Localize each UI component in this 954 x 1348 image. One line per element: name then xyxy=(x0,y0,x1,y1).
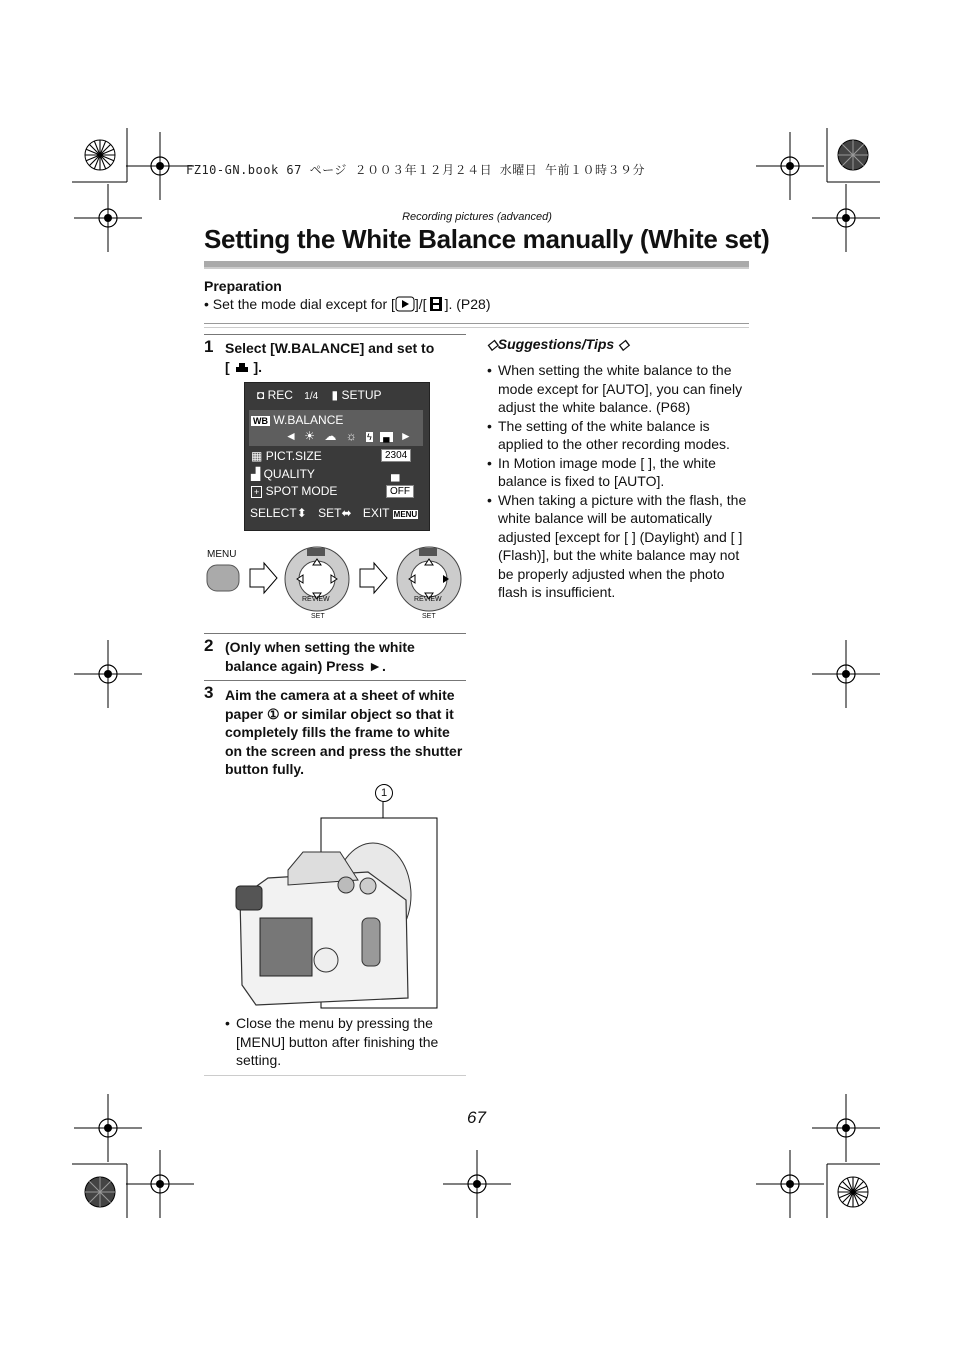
camera-body xyxy=(236,843,411,1005)
quality-icon: ▟ xyxy=(251,467,261,481)
white-set-selected-icon: ▄ xyxy=(380,432,392,442)
step-2-number: 2 xyxy=(204,636,214,655)
preparation-heading: Preparation xyxy=(204,278,282,294)
daylight-icon: ☀ xyxy=(304,429,315,443)
page-number: 67 xyxy=(467,1108,486,1127)
step-3-text: Aim the camera at a sheet of white paper ① or similar object so that it completely fills the frame to white on the screen and press the shutter button fully. xyxy=(225,687,463,777)
select-label: SELECT xyxy=(250,506,297,520)
section-divider-2 xyxy=(204,327,749,328)
tab-setup: SETUP xyxy=(341,388,382,402)
arrow-icon xyxy=(250,563,277,593)
lcd-menu-screen xyxy=(244,382,430,531)
lcd-quality-row xyxy=(251,467,315,481)
tips-heading: ◇Suggestions/Tips ◇ xyxy=(487,336,629,352)
tips-list xyxy=(487,361,752,602)
control-diagram xyxy=(204,535,466,625)
step-divider xyxy=(204,633,466,634)
pict-size-icon: ▦ xyxy=(251,449,263,463)
page-title: Setting the White Balance manually (White set) xyxy=(204,224,770,254)
tab-page: 1/4 xyxy=(304,391,319,402)
spot-mode-label: SPOT MODE xyxy=(265,484,338,498)
title-rule-shadow xyxy=(204,267,749,269)
step-divider xyxy=(204,680,466,681)
tip-item: • When setting the white balance to the mode except for [AUTO], you can finely adjust the white balance. (P68) xyxy=(487,361,752,417)
file-header: FZ10-GN.book 67 ページ ２００３年１２月２４日 水曜日 午前１０時３９分 xyxy=(186,163,646,177)
flash-wb-icon: ϟ xyxy=(367,432,372,442)
cloudy-icon: ☁ xyxy=(324,429,337,443)
pict-size-value: 2304 xyxy=(381,449,411,462)
menu-badge: MENU xyxy=(393,510,418,519)
bottom-divider xyxy=(204,1075,466,1076)
preparation-text-visible: • Set the mode dial except for [ ]/[ ]. (P28) xyxy=(204,296,491,312)
left-arrow-icon: ◄ xyxy=(285,429,297,443)
white-set-icon xyxy=(234,361,250,373)
lcd-footer xyxy=(250,506,418,520)
lcd-wb-label xyxy=(251,413,343,427)
callout-number-text: 1 xyxy=(380,787,388,799)
step-2-text: (Only when setting the white balance again) Press ►. xyxy=(225,639,415,674)
preparation-text xyxy=(204,296,490,312)
lcd-tabs xyxy=(257,388,382,402)
setup-icon: ▮ xyxy=(331,388,339,402)
running-head: Recording pictures (advanced) xyxy=(402,211,552,223)
wb-badge: WB xyxy=(253,416,268,426)
step-1-text xyxy=(225,339,465,376)
wb-options xyxy=(285,429,412,443)
right-arrow-icon: ► xyxy=(399,429,412,443)
left-right-icon: ⬌ xyxy=(341,506,352,520)
set-label: SET xyxy=(318,506,342,520)
step-3-number: 3 xyxy=(204,683,214,702)
camera-icon: ◘ xyxy=(257,388,265,402)
review-label-2: REVIEW xyxy=(414,596,442,603)
wb-label: W.BALANCE xyxy=(273,413,344,427)
up-down-icon: ⬍ xyxy=(296,506,307,520)
menu-button[interactable] xyxy=(207,565,239,591)
shade-icon: ☼ xyxy=(345,429,357,443)
set-label-1: SET xyxy=(311,613,325,620)
arrow-icon-2 xyxy=(360,563,387,593)
review-label-1: REVIEW xyxy=(302,596,330,603)
spot-icon: + xyxy=(251,486,262,498)
quality-label: QUALITY xyxy=(263,467,315,481)
spot-mode-value: OFF xyxy=(386,485,414,498)
lcd-pict-row xyxy=(251,449,322,463)
tip-item: • In Motion image mode [ ], the white balance is fixed to [AUTO]. xyxy=(487,454,752,491)
section-divider xyxy=(204,323,749,324)
tip-item: • The setting of the white balance is applied to the other recording modes. xyxy=(487,417,752,454)
preparation-text-label xyxy=(204,296,460,312)
camera-illustration xyxy=(228,800,448,1010)
step-1-visible: Select [W.BALANCE] and set to [ ]. xyxy=(225,340,435,375)
pict-size-label: PICT.SIZE xyxy=(265,449,322,463)
step-1-number: 1 xyxy=(204,337,214,356)
quality-value-icon: ▄ xyxy=(391,467,400,481)
step-divider xyxy=(204,334,466,335)
close-menu-note: • Close the menu by pressing the [MENU] button after finishing the setting. xyxy=(225,1014,476,1070)
menu-button-label: MENU xyxy=(207,549,237,560)
set-label-2: SET xyxy=(422,613,436,620)
tab-rec: REC xyxy=(267,388,293,402)
lcd-spot-row xyxy=(251,484,337,498)
tip-item: • When taking a picture with the flash, the white balance will be automatically adjusted [except for [ ] (Daylight) and [ ] (Flash)], but the white balance may not be properly adjusted when the photo flash is insufficient. xyxy=(487,491,752,602)
step-1-label xyxy=(225,339,465,358)
exit-label: EXIT xyxy=(362,506,390,520)
